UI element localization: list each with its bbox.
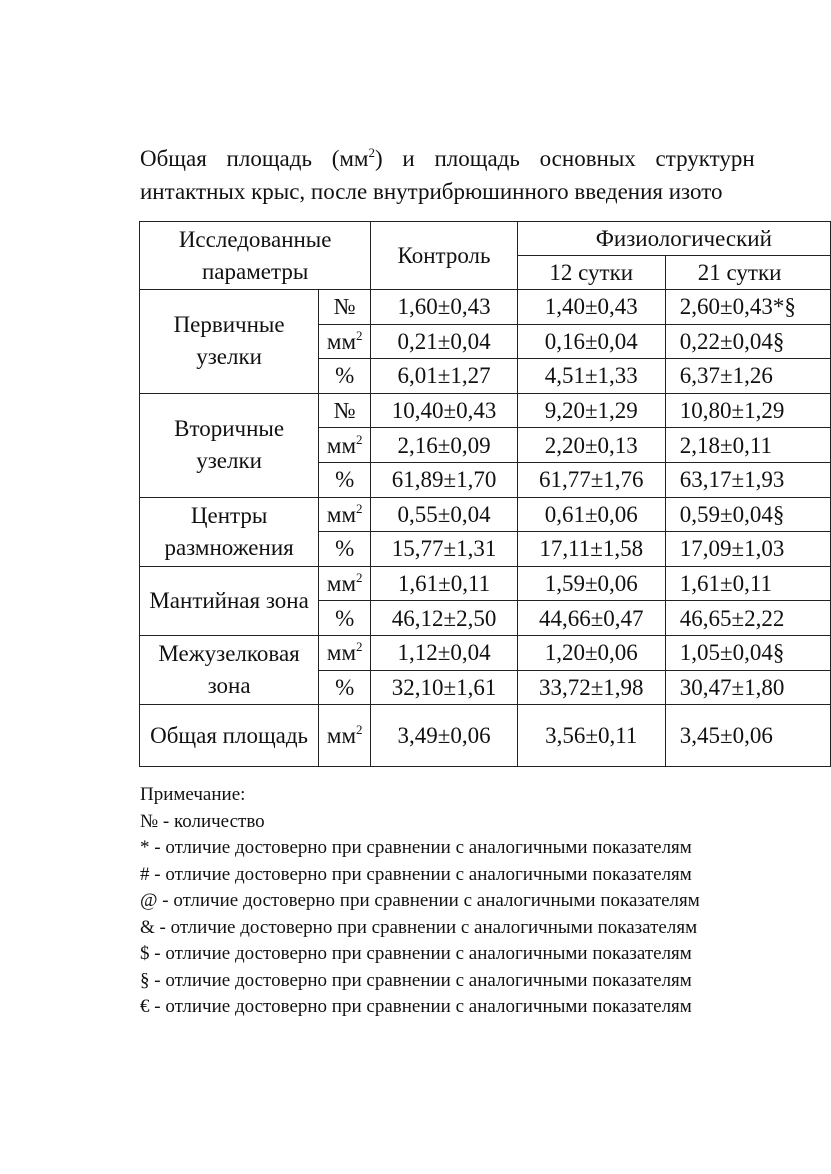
value-cell-d21: 1,61±0,11 <box>665 566 830 601</box>
value-cell-d21: 46,65±2,22 <box>665 601 830 636</box>
data-table-body <box>140 222 831 767</box>
unit-text: мм <box>326 640 357 666</box>
unit-cell <box>319 324 371 359</box>
header-day-21: 21 сутки <box>665 256 830 290</box>
value-cell-d12: 1,59±0,06 <box>517 566 665 601</box>
unit-cell <box>319 428 371 463</box>
value-cell-control: 6,01±1,27 <box>371 359 517 394</box>
unit-cell: № <box>319 393 371 428</box>
value-cell-d12: 1,40±0,43 <box>517 290 665 325</box>
value-cell-control: 0,21±0,04 <box>371 324 517 359</box>
unit-cell <box>319 635 371 670</box>
table-row <box>140 705 831 767</box>
value-cell-d21: 0,22±0,04§ <box>665 324 830 359</box>
unit-cell <box>319 705 371 767</box>
note-line: @ - отличие достоверно при сравнении с аналогичными показателям <box>140 890 700 911</box>
note-line: * - отличие достоверно при сравнении с аналогичными показателям <box>140 837 692 858</box>
value-cell-d21: 17,09±1,03 <box>665 532 830 567</box>
value-cell-d12: 2,20±0,13 <box>517 428 665 463</box>
value-cell-d12: 0,61±0,06 <box>517 497 665 532</box>
value-cell-control: 32,10±1,61 <box>371 670 517 705</box>
value-cell-d12: 0,16±0,04 <box>517 324 665 359</box>
header-params: Исследованные параметры <box>140 222 371 290</box>
row-group-label: Межузелковая зона <box>140 635 319 704</box>
unit-superscript: 2 <box>356 500 363 516</box>
row-group-label: Центры размножения <box>140 497 319 566</box>
value-cell-d12: 33,72±1,98 <box>517 670 665 705</box>
value-cell-d12: 3,56±0,11 <box>517 705 665 767</box>
caption-superscript: 2 <box>368 145 375 160</box>
value-cell-d21: 10,80±1,29 <box>665 393 830 428</box>
row-group-label: Мантийная зона <box>140 566 319 635</box>
note-line: & - отличие достоверно при сравнении с аналогичными показателям <box>140 916 698 938</box>
header-row-1 <box>140 222 831 256</box>
value-cell-control: 61,89±1,70 <box>371 462 517 497</box>
notes <box>140 782 831 1021</box>
unit-superscript: 2 <box>356 431 363 447</box>
table-row <box>140 290 831 325</box>
unit-cell: № <box>319 290 371 325</box>
unit-cell: % <box>319 670 371 705</box>
value-cell-d12: 61,77±1,76 <box>517 462 665 497</box>
value-cell-control: 0,55±0,04 <box>371 497 517 532</box>
value-cell-d21: 1,05±0,04§ <box>665 635 830 670</box>
data-table <box>139 221 831 767</box>
table-caption <box>140 142 831 208</box>
value-cell-control: 46,12±2,50 <box>371 601 517 636</box>
caption-line-1 <box>140 142 831 175</box>
value-cell-d21: 2,60±0,43*§ <box>665 290 830 325</box>
unit-text: мм <box>326 501 357 527</box>
value-cell-control: 1,60±0,43 <box>371 290 517 325</box>
value-cell-control: 1,12±0,04 <box>371 635 517 670</box>
value-cell-control: 3,49±0,06 <box>371 705 517 767</box>
value-cell-d12: 1,20±0,06 <box>517 635 665 670</box>
value-cell-d12: 4,51±1,33 <box>517 359 665 394</box>
header-control: Контроль <box>371 222 517 290</box>
row-group-label: Первичные узелки <box>140 290 319 394</box>
unit-cell: % <box>319 601 371 636</box>
unit-superscript: 2 <box>356 639 363 655</box>
notes-title: Примечание: <box>140 784 246 805</box>
value-cell-d12: 44,66±0,47 <box>517 601 665 636</box>
header-day-12: 12 сутки <box>517 256 665 290</box>
header-group: Физиологический <box>517 222 830 256</box>
row-group-label: Вторичные узелки <box>140 393 319 497</box>
table-row <box>140 635 831 670</box>
value-cell-control: 15,77±1,31 <box>371 532 517 567</box>
unit-superscript: 2 <box>356 570 363 586</box>
unit-cell: % <box>319 462 371 497</box>
value-cell-control: 1,61±0,11 <box>371 566 517 601</box>
value-cell-d21: 30,47±1,80 <box>665 670 830 705</box>
unit-cell <box>319 566 371 601</box>
value-cell-control: 10,40±0,43 <box>371 393 517 428</box>
note-line: # - отличие достоверно при сравнении с аналогичными показателям <box>140 863 692 885</box>
unit-text: мм <box>326 723 357 749</box>
unit-cell: % <box>319 532 371 567</box>
caption-text: Общая площадь (мм <box>140 146 369 171</box>
unit-text: мм <box>326 432 357 458</box>
value-cell-d21: 6,37±1,26 <box>665 359 830 394</box>
table-row <box>140 497 831 532</box>
caption-text: ) и площадь основных структурн <box>374 146 755 171</box>
note-line: $ - отличие достоверно при сравнении с аналогичными показателям <box>140 943 692 964</box>
value-cell-d21: 63,17±1,93 <box>665 462 830 497</box>
caption-line-2: интактных крыс, после внутрибрюшинного введения изото <box>140 179 723 204</box>
table-row <box>140 393 831 428</box>
unit-superscript: 2 <box>356 327 363 343</box>
note-line: § - отличие достоверно при сравнении с аналогичными показателям <box>140 969 692 991</box>
unit-text: мм <box>326 328 357 354</box>
row-group-label: Общая площадь <box>140 705 319 767</box>
value-cell-d21: 3,45±0,06 <box>665 705 830 767</box>
table-row <box>140 566 831 601</box>
value-cell-control: 2,16±0,09 <box>371 428 517 463</box>
value-cell-d12: 9,20±1,29 <box>517 393 665 428</box>
unit-cell: % <box>319 359 371 394</box>
unit-text: мм <box>326 571 357 597</box>
unit-superscript: 2 <box>356 722 363 738</box>
note-line: € - отличие достоверно при сравнении с аналогичными показателям <box>140 996 692 1017</box>
value-cell-d21: 2,18±0,11 <box>665 428 830 463</box>
value-cell-d12: 17,11±1,58 <box>517 532 665 567</box>
unit-cell <box>319 497 371 532</box>
note-line: № - количество <box>140 810 265 832</box>
value-cell-d21: 0,59±0,04§ <box>665 497 830 532</box>
